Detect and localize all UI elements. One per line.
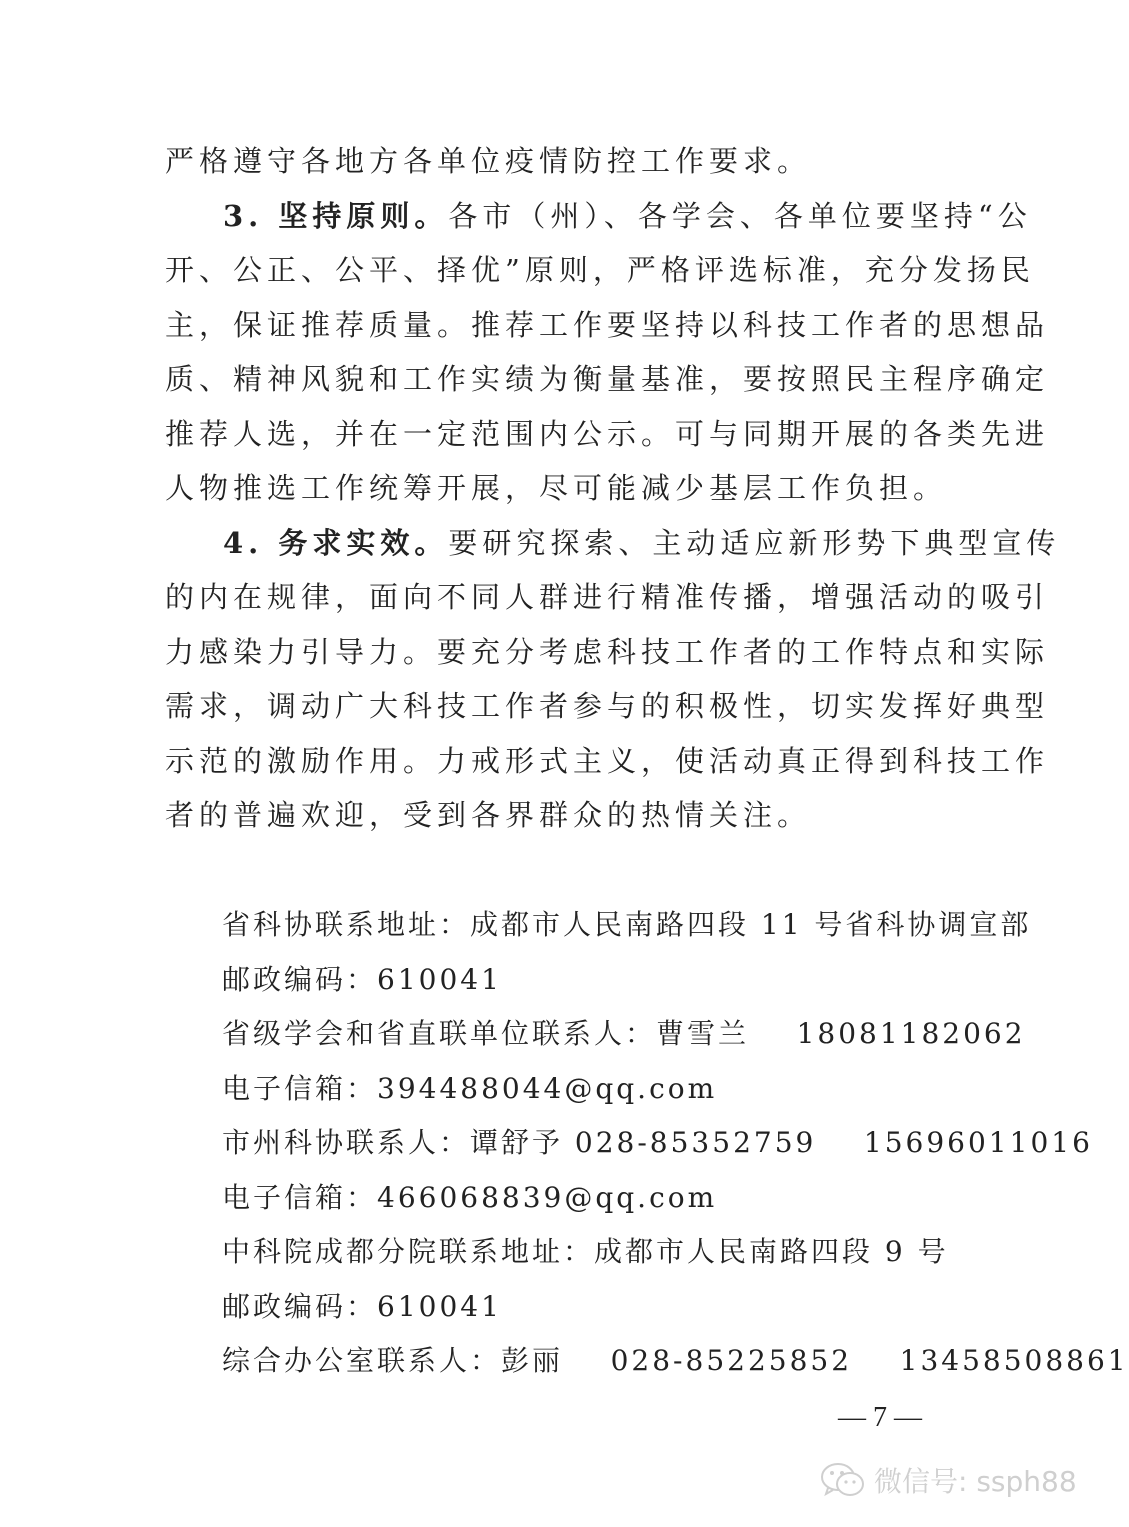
contact-line: 中科院成都分院联系地址：成都市人民南路四段 9 号 — [222, 1235, 949, 1268]
item-3-heading: 3. 坚持原则。 — [223, 198, 449, 233]
contact-line: 综合办公室联系人：彭丽 028-85225852 13458508861 — [222, 1344, 1129, 1377]
item-4-text: 要研究探索、主动适应新形势下典型宣传 — [448, 525, 1061, 560]
paragraph-line: 力感染力引导力。要充分考虑科技工作者的工作特点和实际 — [165, 634, 1050, 669]
paragraph-line: 主，保证推荐质量。推荐工作要坚持以科技工作者的思想品 — [165, 307, 1050, 342]
paragraph-line: 推荐人选，并在一定范围内公示。可与同期开展的各类先进 — [165, 416, 1050, 451]
paragraph-line: 严格遵守各地方各单位疫情防控工作要求。 — [165, 144, 812, 178]
contact-line: 邮政编码：610041 — [222, 962, 502, 996]
paragraph-line: 的内在规律，面向不同人群进行精准传播，增强活动的吸引 — [165, 580, 1050, 614]
contact-line: 电子信箱：466068839@qq.com — [222, 1180, 718, 1214]
contact-line: 市州科协联系人：谭舒予 028-85352759 15696011016 — [222, 1126, 1093, 1159]
contact-line: 省科协联系地址：成都市人民南路四段 11 号省科协调宣部 — [222, 908, 1032, 941]
paragraph-line: 示范的激励作用。力戒形式主义，使活动真正得到科技工作 — [165, 743, 1050, 778]
contact-line: 电子信箱：394488044@qq.com — [222, 1071, 718, 1105]
paragraph-line: 质、精神风貌和工作实绩为衡量基准，要按照民主程序确定 — [165, 362, 1050, 396]
item-4-line — [165, 516, 1061, 571]
paragraph-line: 需求，调动广大科技工作者参与的积极性，切实发挥好典型 — [165, 689, 1050, 723]
watermark — [820, 1456, 1077, 1504]
wechat-icon — [820, 1460, 866, 1500]
contact-line: 邮政编码：610041 — [222, 1289, 502, 1323]
body-text — [165, 134, 1061, 843]
paragraph-line: 开、公正、公平、择优”原则，严格评选标准，充分发扬民 — [165, 253, 1035, 287]
watermark-text: 微信号: ssph88 — [874, 1465, 1077, 1498]
item-4-heading: 4. 务求实效。 — [223, 525, 449, 560]
paragraph-line: 人物推选工作统筹开展，尽可能减少基层工作负担。 — [165, 471, 948, 505]
contact-info — [222, 898, 1129, 1389]
item-3-line — [165, 189, 1032, 244]
page-number: — 7 — — [838, 1402, 922, 1433]
contact-line: 省级学会和省直联单位联系人：曹雪兰 18081182062 — [222, 1017, 1026, 1050]
paragraph-line: 者的普遍欢迎，受到各界群众的热情关注。 — [165, 798, 812, 832]
item-3-text: 各市（州）、各学会、各单位要坚持“公 — [448, 198, 1032, 233]
